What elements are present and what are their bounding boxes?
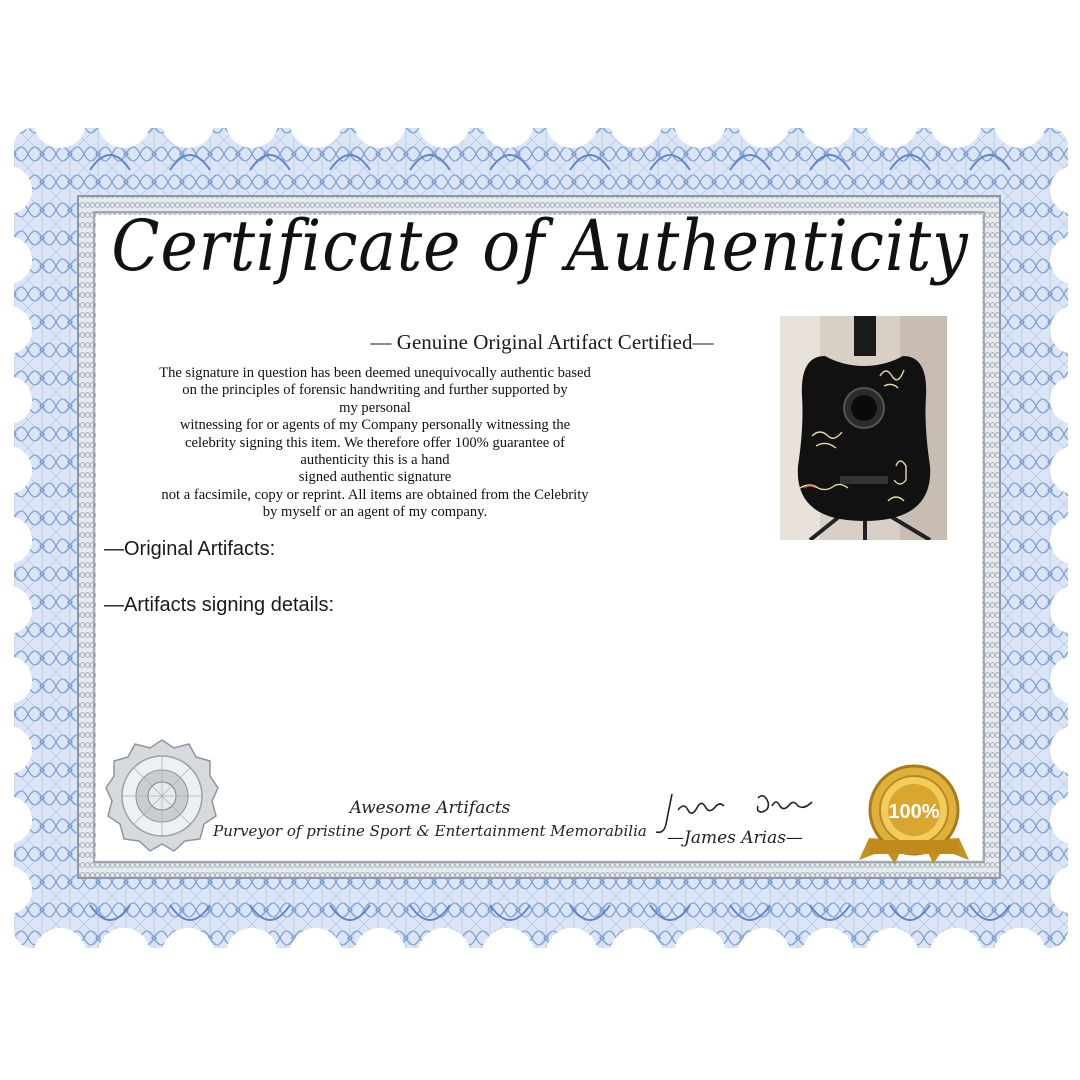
company-block (200, 798, 660, 840)
signing-details-heading: —Artifacts signing details: (104, 594, 335, 616)
statement-line: by myself or an agent of my company. (262, 504, 488, 521)
original-artifacts-heading: —Original Artifacts: (104, 538, 276, 560)
statement-line: signed authentic signature (298, 469, 452, 486)
subtitle: — Genuine Original Artifact Certified— (370, 330, 714, 354)
authenticity-statement (105, 365, 645, 522)
statement-line: authenticity this is a hand (300, 452, 450, 469)
statement-line: The signature in question has been deemed unequivocally authentic based (159, 365, 591, 381)
statement-line: on the principles of forensic handwriting and further supported by (182, 382, 568, 399)
statement-line: witnessing for or agents of my Company personally witnessing the (179, 417, 571, 434)
company-tagline: Purveyor of pristine Sport & Entertainment Memorabilia (213, 822, 647, 840)
page-title: Certificate of Authenticity (111, 205, 969, 287)
signer-name: —James Arias— (667, 828, 803, 848)
statement-line: my personal (339, 399, 411, 416)
company-name: Awesome Artifacts (349, 798, 511, 818)
statement-line: celebrity signing this item. We therefore offer 100% guarantee of (184, 434, 566, 451)
gold-seal-value: 100% (888, 801, 940, 823)
signed-guitar-photo (780, 316, 947, 540)
gold-guarantee-seal-icon (855, 762, 973, 864)
statement-line: not a facsimile, copy or reprint. All items are obtained from the Celebrity (161, 486, 589, 503)
